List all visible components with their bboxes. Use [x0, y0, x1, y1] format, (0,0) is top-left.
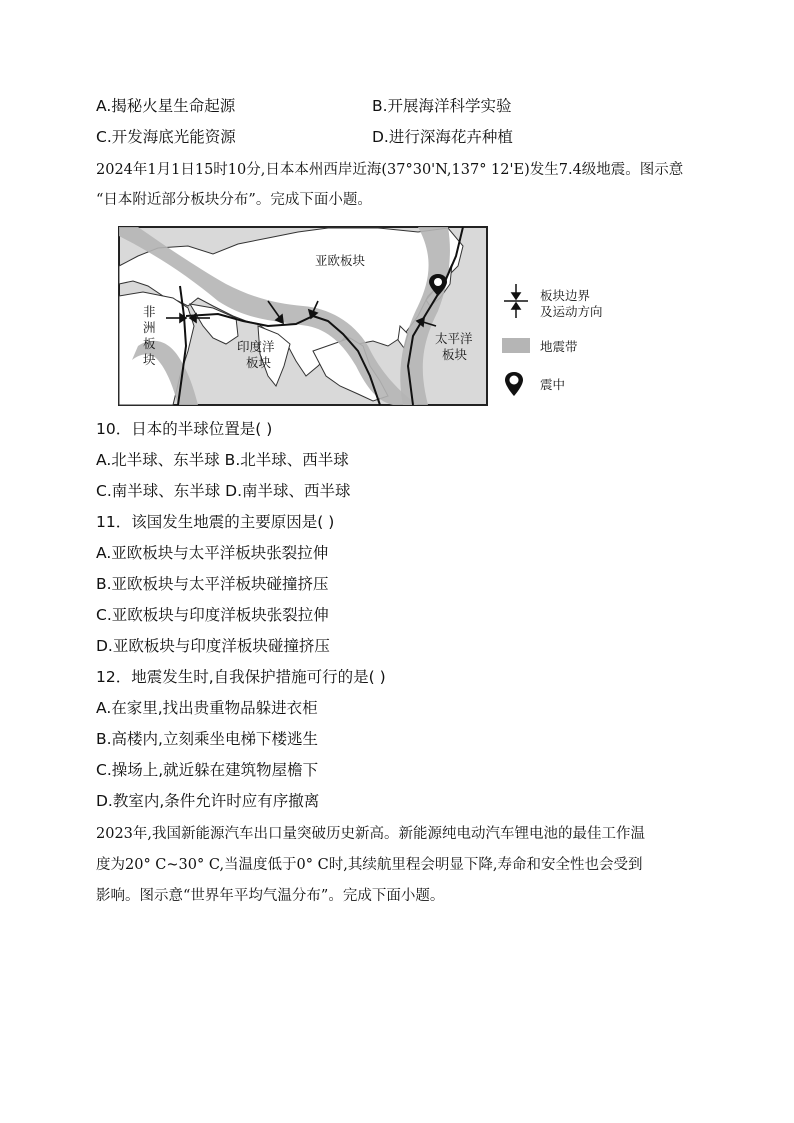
question-10-stem: 10．日本的半球位置是( ): [96, 420, 273, 438]
legend-symbols: [500, 280, 530, 405]
label-eurasian-plate: 亚欧板块: [315, 253, 366, 268]
option-b: B.开展海洋科学实验: [372, 97, 512, 115]
question-10-options-row-2: C.南半球、东半球 D.南半球、西半球: [96, 482, 351, 500]
legend-boundary-label-2: 及运动方向: [540, 304, 603, 319]
legend-boundary-icon: [504, 284, 528, 318]
map-legend: [500, 280, 640, 405]
question-11-stem: 11．该国发生地震的主要原因是( ): [96, 513, 335, 531]
legend-epicenter-label: 震中: [540, 377, 566, 392]
label-african-plate-char: 板: [143, 336, 156, 351]
legend-boundary-label-1: 板块边界: [540, 288, 591, 303]
option-a: A.揭秘火星生命起源: [96, 97, 236, 115]
label-african-plate: [143, 304, 156, 368]
question-11-option-b: B.亚欧板块与太平洋板块碰撞挤压: [96, 575, 329, 593]
legend-epicenter-icon: [505, 372, 523, 396]
plate-map-drawing: [118, 226, 488, 406]
question-11-option-a: A.亚欧板块与太平洋板块张裂拉伸: [96, 544, 329, 562]
question-12-option-c: C.操场上,就近躲在建筑物屋檐下: [96, 761, 319, 779]
intro-paragraph-line-2: “日本附近部分板块分布”。完成下面小题。: [96, 192, 372, 208]
intro-2-line-1: 2023年,我国新能源汽车出口量突破历史新高。新能源纯电动汽车锂电池的最佳工作温: [96, 826, 646, 842]
intro-2-line-2: 度为20° C~30° C,当温度低于0° C时,其续航里程会明显下降,寿命和安全性也会受到: [96, 857, 643, 873]
label-african-plate-char: 洲: [143, 320, 156, 335]
question-12-option-b: B.高楼内,立刻乘坐电梯下楼逃生: [96, 730, 318, 748]
intro-paragraph-line-1: 2024年1月1日15时10分,日本本州西岸近海(37°30'N,137° 12'E)发生7.4级地震。图示意: [96, 162, 684, 178]
option-d: D.进行深海花卉种植: [372, 128, 513, 146]
label-african-plate-char: 非: [143, 304, 156, 319]
legend-quake-belt-swatch: [502, 338, 530, 353]
question-11-option-d: D.亚欧板块与印度洋板块碰撞挤压: [96, 637, 330, 655]
label-pacific-plate-line-1: 太平洋: [435, 331, 473, 346]
legend-quake-belt-label: 地震带: [540, 339, 578, 354]
option-c: C.开发海底光能资源: [96, 128, 236, 146]
label-indian-plate-line-2: 板块: [246, 355, 272, 370]
question-11-option-c: C.亚欧板块与印度洋板块张裂拉伸: [96, 606, 329, 624]
label-pacific-plate-line-2: 板块: [442, 347, 468, 362]
question-12-option-a: A.在家里,找出贵重物品躲进衣柜: [96, 699, 318, 717]
question-10-options-row-1: A.北半球、东半球 B.北半球、西半球: [96, 451, 349, 469]
label-african-plate-char: 块: [143, 352, 156, 367]
plate-map: [118, 226, 488, 406]
question-12-option-d: D.教室内,条件允许时应有序撤离: [96, 792, 320, 810]
label-indian-plate-line-1: 印度洋: [237, 339, 275, 354]
intro-2-line-3: 影响。图示意“世界年平均气温分布”。完成下面小题。: [96, 888, 445, 904]
question-12-stem: 12．地震发生时,自我保护措施可行的是( ): [96, 668, 386, 686]
